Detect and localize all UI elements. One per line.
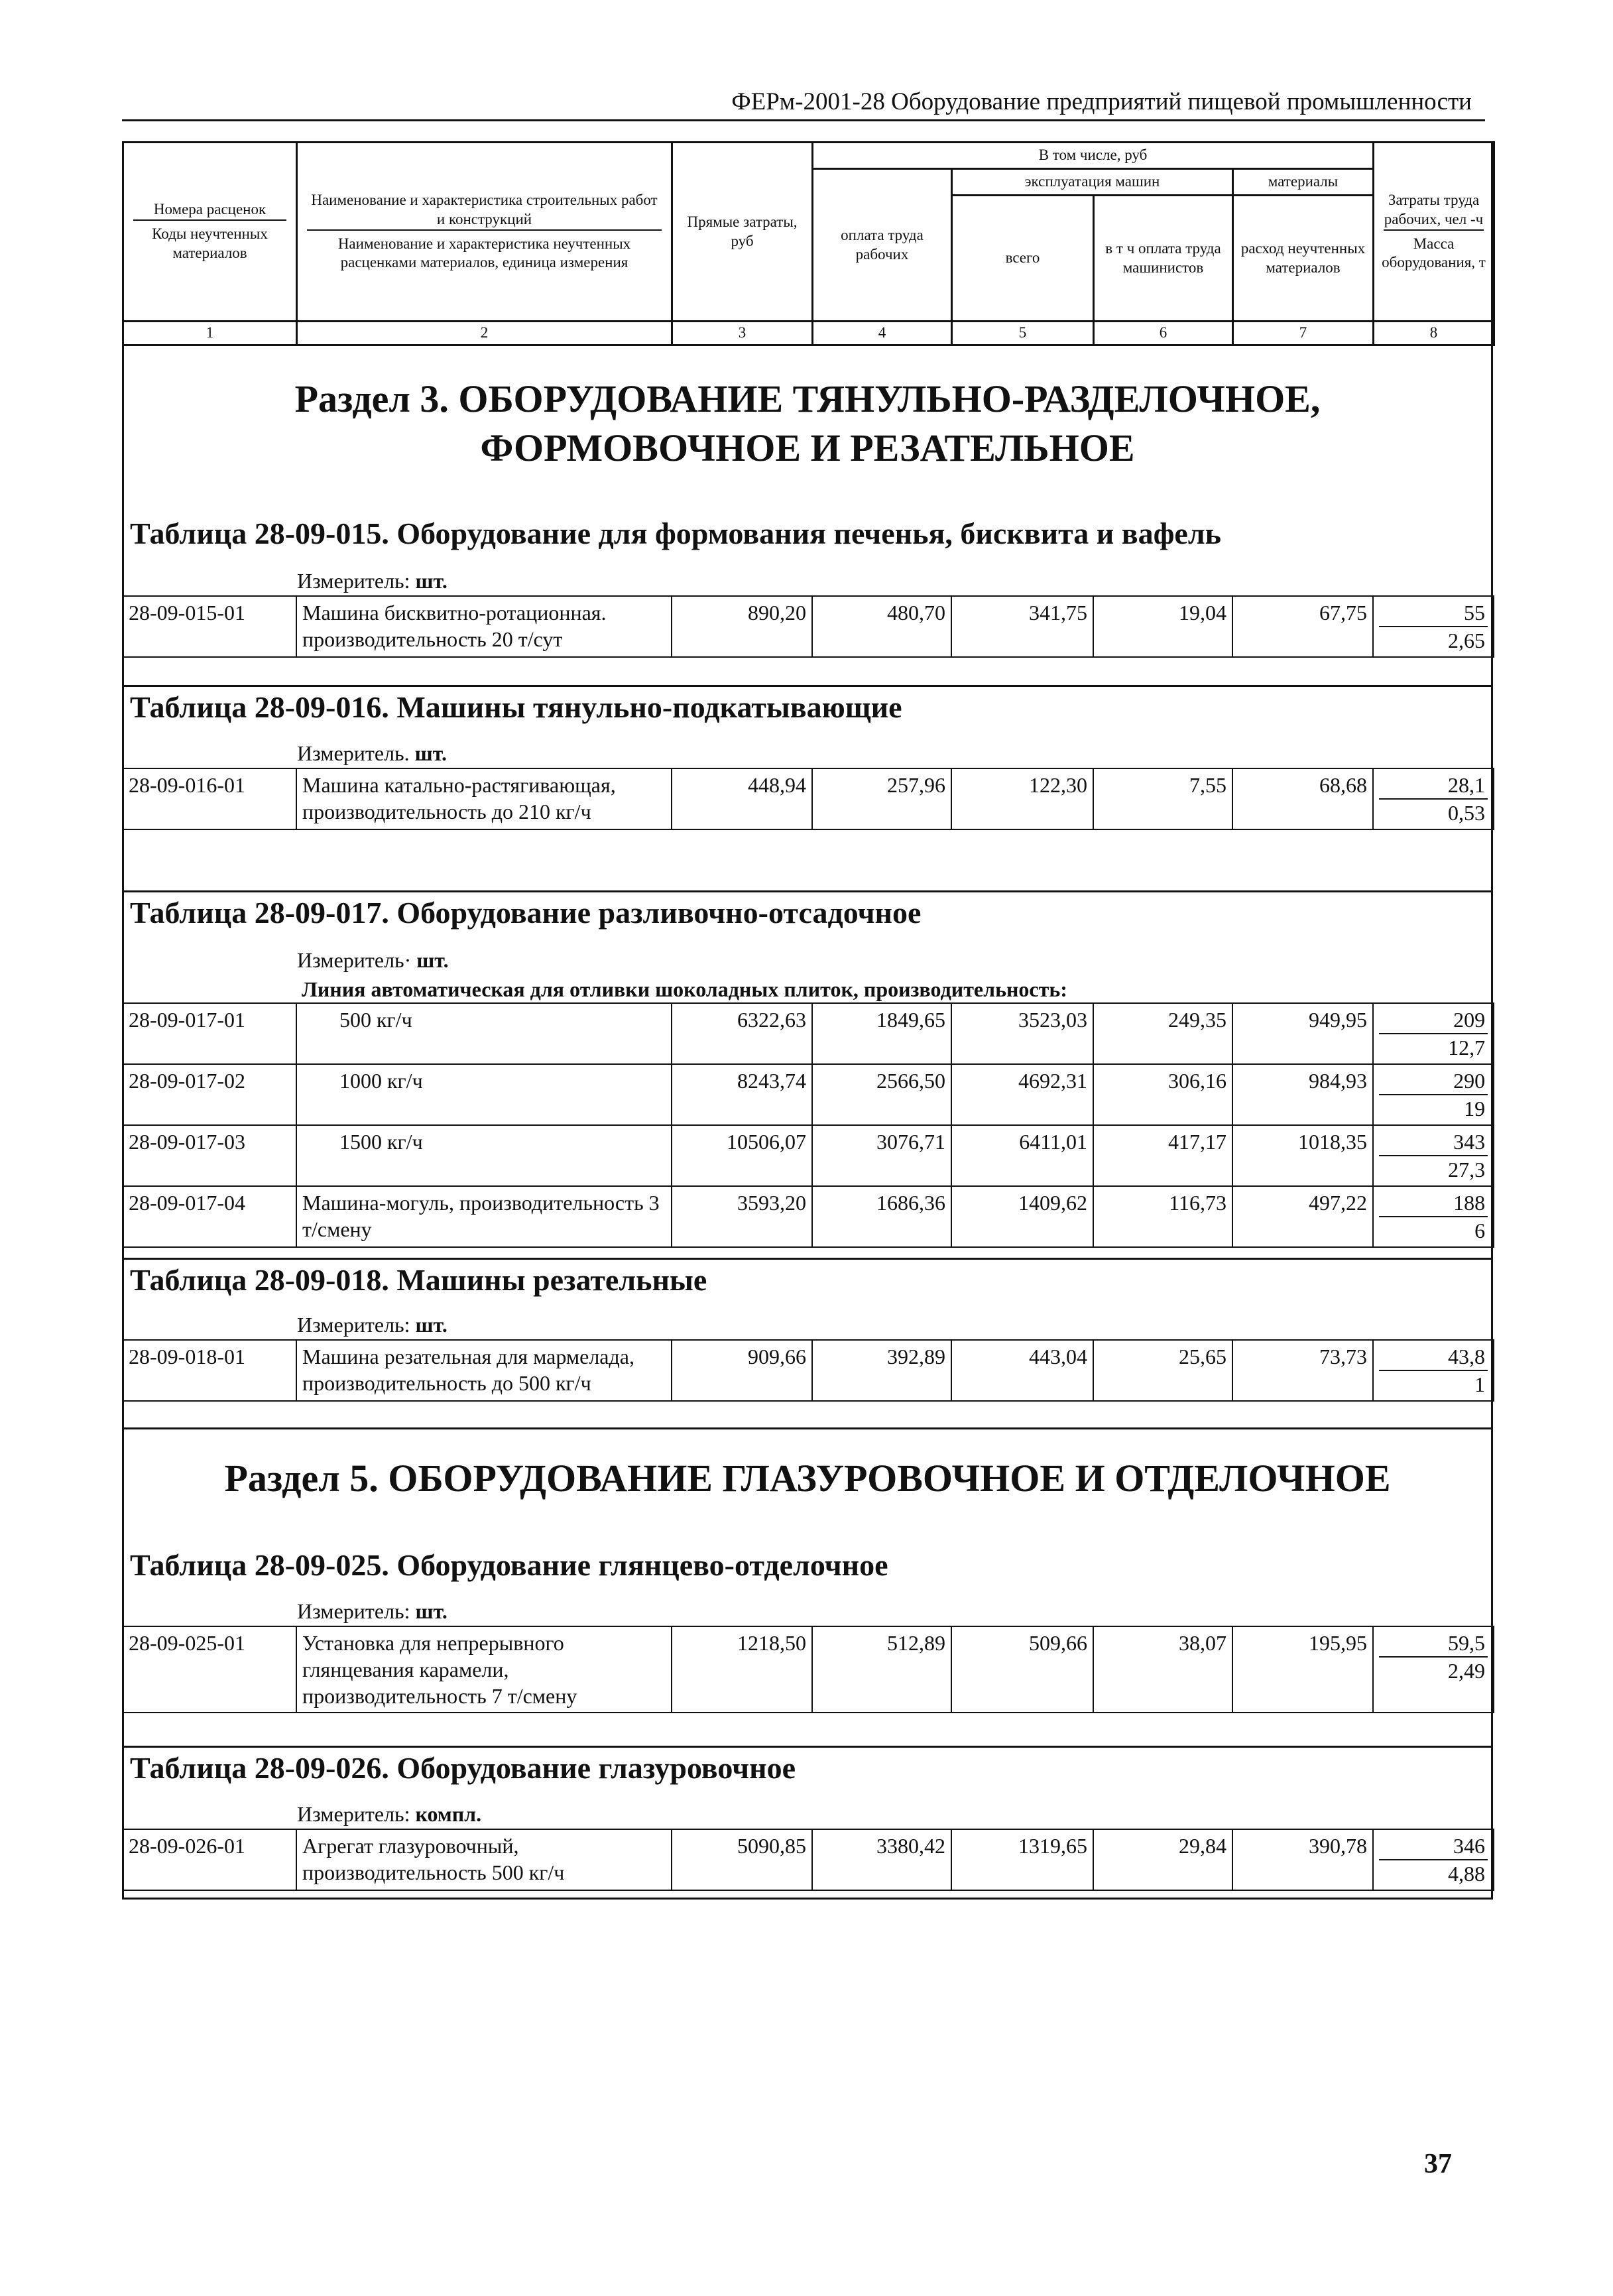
header-col4: оплата труда рабочих	[813, 169, 952, 322]
table-026-unit	[297, 1802, 481, 1827]
header-col1-bottom: Коды неучтенных материалов	[152, 225, 268, 261]
row-equipment-mass: 1	[1474, 1372, 1485, 1396]
row-material-cost: 73,73	[1232, 1340, 1373, 1401]
table-row	[123, 1340, 1494, 1401]
page-header	[122, 85, 1485, 121]
frame-divider	[122, 1746, 1493, 1748]
row-equipment-mass: 2,49	[1448, 1659, 1485, 1683]
row-material-cost: 67,75	[1232, 596, 1373, 657]
row-labor-cost: 512,89	[812, 1626, 951, 1713]
table-016-unit	[297, 741, 447, 766]
table-026-title: Таблица 28-09-026. Оборудование глазуровочное	[130, 1751, 796, 1785]
table-017-unit	[297, 948, 449, 973]
unit-value: шт.	[416, 948, 449, 972]
unit-prefix: Измеритель:	[297, 569, 410, 593]
row-material-cost: 390,78	[1232, 1829, 1373, 1890]
row-code: 28-09-015-01	[123, 596, 296, 657]
header-col8-bottom: Масса оборудования, т	[1382, 235, 1486, 271]
unit-prefix: Измеритель:	[297, 1599, 410, 1623]
page-header-title: ФЕРм-2001-28 Оборудование предприятий пищевой промышленности	[731, 88, 1472, 115]
row-machine-cost: 443,04	[951, 1340, 1093, 1401]
row-operator-cost: 25,65	[1093, 1340, 1232, 1401]
frame-divider	[122, 890, 1493, 892]
row-equipment-mass: 6	[1474, 1219, 1486, 1242]
header-col8	[1374, 143, 1494, 322]
row-labor-cost: 1686,36	[812, 1186, 951, 1247]
row-material-cost: 68,68	[1232, 768, 1373, 829]
header-col7: расход неучтенных материалов	[1233, 196, 1374, 322]
row-equipment-mass: 12,7	[1448, 1036, 1486, 1059]
row-labor-hours: 209	[1379, 1006, 1488, 1034]
section-5-title: Раздел 5. ОБОРУДОВАНИЕ ГЛАЗУРОВОЧНОЕ И ОТДЕЛОЧНОЕ	[224, 1457, 1391, 1500]
table-025-unit	[297, 1599, 448, 1624]
unit-prefix: Измеритель:	[297, 1802, 410, 1826]
row-equipment-mass: 2,65	[1448, 629, 1485, 652]
row-direct-cost: 890,20	[672, 596, 812, 657]
row-code: 28-09-018-01	[123, 1340, 296, 1401]
row-labor-mass	[1373, 768, 1494, 829]
header-including: В том числе, руб	[813, 143, 1374, 169]
table-017-subheading: Линия автоматическая для отливки шоколадных плиток, производительность:	[302, 977, 1067, 1001]
row-name: 500 кг/ч	[296, 1003, 672, 1064]
row-direct-cost: 6322,63	[672, 1003, 812, 1064]
row-direct-cost: 909,66	[672, 1340, 812, 1401]
row-name: Машина катально-растягивающая, производительность до 210 кг/ч	[296, 768, 672, 829]
table-015-unit	[297, 569, 448, 593]
row-labor-mass	[1373, 1829, 1494, 1890]
row-name: Установка для непрерывного глянцевания карамели, производительность 7 т/смену	[296, 1626, 672, 1713]
row-labor-hours: 43,8	[1379, 1343, 1488, 1371]
row-operator-cost: 38,07	[1093, 1626, 1232, 1713]
unit-value: компл.	[415, 1802, 482, 1826]
row-material-cost: 949,95	[1232, 1003, 1373, 1064]
row-labor-mass	[1373, 1340, 1494, 1401]
row-labor-mass	[1373, 596, 1494, 657]
row-labor-hours: 343	[1379, 1128, 1488, 1156]
unit-value: шт.	[415, 1313, 448, 1337]
row-labor-cost: 257,96	[812, 768, 951, 829]
row-machine-cost: 1409,62	[951, 1186, 1093, 1247]
row-name: 1000 кг/ч	[296, 1064, 672, 1125]
row-machine-cost: 4692,31	[951, 1064, 1093, 1125]
header-machines: эксплуатация машин	[952, 169, 1233, 196]
row-direct-cost: 5090,85	[672, 1829, 812, 1890]
header-num: 2	[297, 322, 672, 345]
frame-divider	[122, 685, 1493, 687]
table-016-title: Таблица 28-09-016. Машины тянульно-подкатывающие	[130, 690, 902, 724]
table-row	[123, 1125, 1494, 1186]
row-machine-cost: 509,66	[951, 1626, 1093, 1713]
header-materials: материалы	[1233, 169, 1374, 196]
row-labor-hours: 28,1	[1379, 772, 1488, 800]
row-labor-mass	[1373, 1003, 1494, 1064]
unit-prefix: Измеритель.	[297, 741, 410, 765]
row-labor-hours: 290	[1379, 1067, 1488, 1095]
table-row	[123, 1064, 1494, 1125]
header-col2-bottom: Наименование и характеристика неучтенных расценками материалов, единица измерения	[337, 235, 631, 271]
row-labor-cost: 480,70	[812, 596, 951, 657]
table-row	[123, 596, 1494, 657]
row-operator-cost: 19,04	[1093, 596, 1232, 657]
row-machine-cost: 1319,65	[951, 1829, 1093, 1890]
unit-prefix: Измеритель·	[297, 948, 412, 972]
header-num: 8	[1374, 322, 1494, 345]
header-col1-top: Номера расценок	[133, 200, 286, 221]
row-operator-cost: 306,16	[1093, 1064, 1232, 1125]
row-name: 1500 кг/ч	[296, 1125, 672, 1186]
row-equipment-mass: 4,88	[1448, 1862, 1485, 1886]
header-num: 7	[1233, 322, 1374, 345]
table-017	[122, 976, 1494, 1248]
row-labor-mass	[1373, 1186, 1494, 1247]
row-labor-cost: 3380,42	[812, 1829, 951, 1890]
row-material-cost: 1018,35	[1232, 1125, 1373, 1186]
table-row	[123, 768, 1494, 829]
row-labor-mass	[1373, 1626, 1494, 1713]
header-col6: в т ч оплата труда машинистов	[1094, 196, 1233, 322]
unit-value: шт.	[415, 569, 448, 593]
row-operator-cost: 249,35	[1093, 1003, 1232, 1064]
header-col2-top: Наименование и характеристика строительных работ и конструкций	[307, 191, 662, 231]
frame-divider	[122, 1258, 1493, 1260]
row-direct-cost: 8243,74	[672, 1064, 812, 1125]
unit-value: шт.	[414, 741, 447, 765]
row-name: Машина резательная для мармелада, производительность до 500 кг/ч	[296, 1340, 672, 1401]
row-labor-hours: 346	[1379, 1833, 1488, 1860]
unit-value: шт.	[415, 1599, 448, 1623]
frame-divider	[122, 1427, 1493, 1429]
table-row	[123, 1186, 1494, 1247]
page-number: 37	[1424, 2149, 1452, 2179]
row-direct-cost: 1218,50	[672, 1626, 812, 1713]
row-code: 28-09-017-03	[123, 1125, 296, 1186]
row-material-cost: 984,93	[1232, 1064, 1373, 1125]
table-row	[123, 1626, 1494, 1713]
row-material-cost: 497,22	[1232, 1186, 1373, 1247]
table-016	[122, 768, 1494, 830]
row-name: Машина-могуль, производительность 3 т/смену	[296, 1186, 672, 1247]
header-num: 5	[952, 322, 1094, 345]
table-015-title: Таблица 28-09-015. Оборудование для формования печенья, бисквита и вафель	[130, 516, 1221, 550]
row-direct-cost: 448,94	[672, 768, 812, 829]
row-operator-cost: 417,17	[1093, 1125, 1232, 1186]
table-015	[122, 595, 1494, 658]
row-name: Агрегат глазуровочный, производительность 500 кг/ч	[296, 1829, 672, 1890]
row-operator-cost: 29,84	[1093, 1829, 1232, 1890]
table-row	[123, 1003, 1494, 1064]
row-labor-cost: 1849,65	[812, 1003, 951, 1064]
row-code: 28-09-017-02	[123, 1064, 296, 1125]
header-col5: всего	[952, 196, 1094, 322]
header-num: 3	[672, 322, 813, 345]
section-3-title-line1: Раздел 3. ОБОРУДОВАНИЕ ТЯНУЛЬНО-РАЗДЕЛОЧНОЕ,	[294, 377, 1321, 420]
row-name: Машина бисквитно-ротационная. производительность 20 т/сут	[296, 596, 672, 657]
row-machine-cost: 6411,01	[951, 1125, 1093, 1186]
header-col1	[123, 143, 297, 322]
row-material-cost: 195,95	[1232, 1626, 1373, 1713]
section-3-title	[122, 375, 1493, 473]
row-direct-cost: 3593,20	[672, 1186, 812, 1247]
row-machine-cost: 341,75	[951, 596, 1093, 657]
table-018-title: Таблица 28-09-018. Машины резательные	[130, 1263, 707, 1297]
row-code: 28-09-016-01	[123, 768, 296, 829]
row-labor-cost: 392,89	[812, 1340, 951, 1401]
row-code: 28-09-017-01	[123, 1003, 296, 1064]
table-row	[123, 1829, 1494, 1890]
row-labor-hours: 59,5	[1379, 1630, 1488, 1658]
header-col2	[297, 143, 672, 322]
header-num: 6	[1094, 322, 1233, 345]
table-025	[122, 1626, 1494, 1713]
row-operator-cost: 116,73	[1093, 1186, 1232, 1247]
row-equipment-mass: 0,53	[1448, 801, 1485, 825]
table-025-title: Таблица 28-09-025. Оборудование глянцево-отделочное	[130, 1548, 888, 1582]
row-operator-cost: 7,55	[1093, 768, 1232, 829]
column-header-table	[122, 141, 1495, 346]
row-code: 28-09-026-01	[123, 1829, 296, 1890]
header-col8-top: Затраты труда рабочих, чел -ч	[1384, 191, 1484, 231]
table-017-title: Таблица 28-09-017. Оборудование разливочно-отсадочное	[130, 896, 922, 930]
section-3-title-line2: ФОРМОВОЧНОЕ И РЕЗАТЕЛЬНОЕ	[480, 426, 1135, 469]
table-subheading-row	[123, 976, 1494, 1003]
row-machine-cost: 3523,03	[951, 1003, 1093, 1064]
row-machine-cost: 122,30	[951, 768, 1093, 829]
row-labor-cost: 3076,71	[812, 1125, 951, 1186]
unit-prefix: Измеритель:	[297, 1313, 410, 1337]
header-num: 1	[123, 322, 297, 345]
subheading-spacer	[123, 976, 296, 1003]
row-labor-hours: 55	[1379, 599, 1488, 627]
row-labor-mass	[1373, 1064, 1494, 1125]
header-col3: Прямые затраты, руб	[672, 143, 813, 322]
table-026	[122, 1829, 1494, 1891]
row-equipment-mass: 27,3	[1448, 1158, 1486, 1181]
row-direct-cost: 10506,07	[672, 1125, 812, 1186]
row-labor-cost: 2566,50	[812, 1064, 951, 1125]
table-018	[122, 1339, 1494, 1402]
row-code: 28-09-017-04	[123, 1186, 296, 1247]
header-num: 4	[813, 322, 952, 345]
row-labor-hours: 188	[1379, 1189, 1488, 1217]
row-labor-mass	[1373, 1125, 1494, 1186]
table-018-unit	[297, 1313, 448, 1337]
row-code: 28-09-025-01	[123, 1626, 296, 1713]
row-equipment-mass: 19	[1464, 1097, 1486, 1120]
